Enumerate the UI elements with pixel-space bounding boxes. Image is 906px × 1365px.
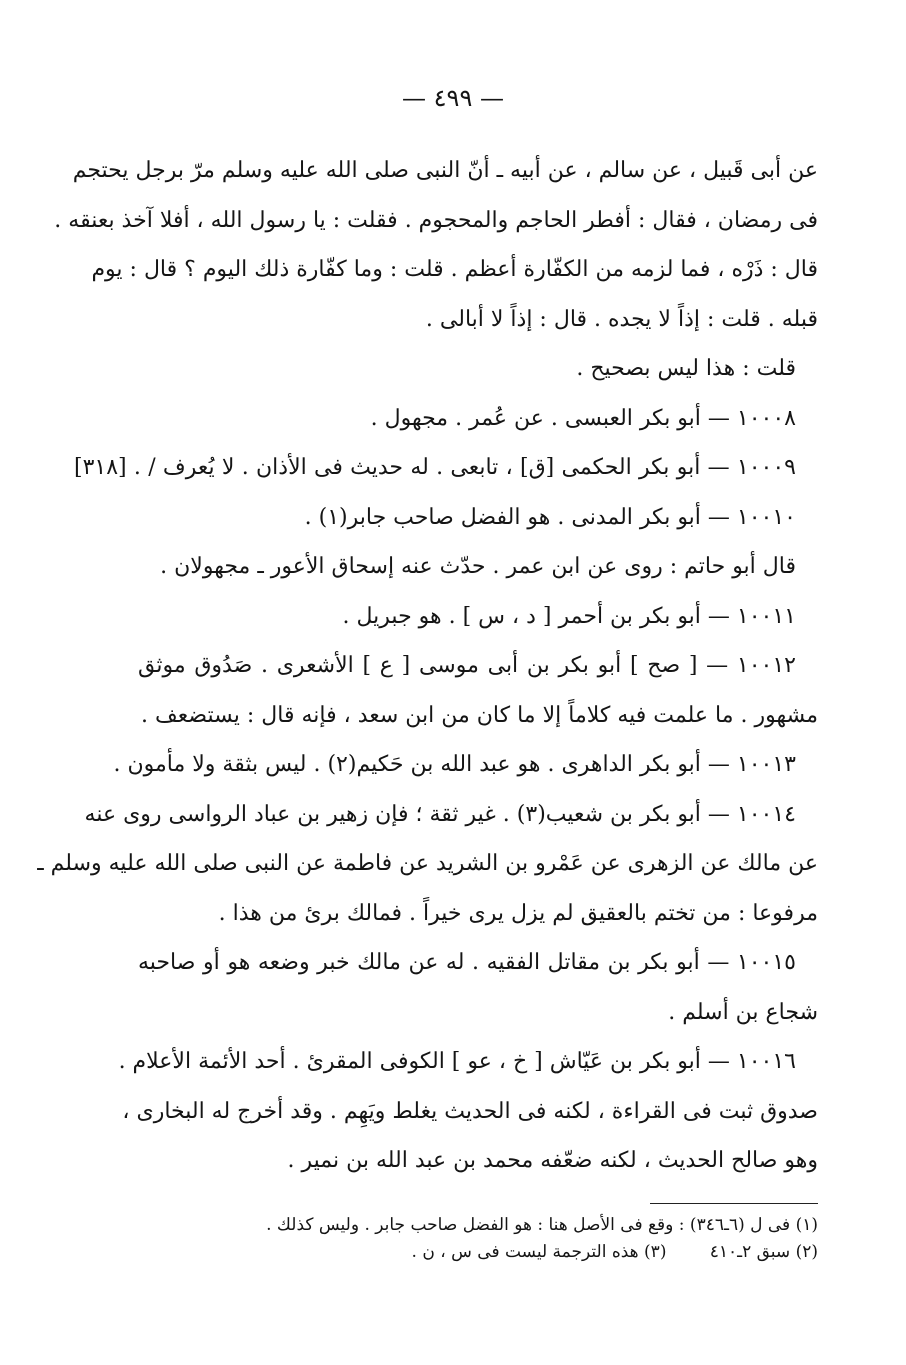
text-line: قلت : هذا ليس بصحيح . [576, 356, 796, 381]
footnotes [138, 1212, 818, 1266]
entry-10016: ١٠٠١٦ — أبو بكر بن عَيّاش [ خ ، عو ] الكوفى المقرئ . أحد الأئمة الأعلام . [118, 1049, 796, 1074]
entry-10009: ١٠٠٠٩ — أبو بكر الحكمى [ق] ، تابعى . له حديث فى الأذان . لا يُعرف / . [٣١٨] [74, 455, 796, 480]
text-line: قال : ذَرْه ، فما لزمه من الكفّارة أعظم . قلت : وما كفّارة ذلك اليوم ؟ قال : يوم [91, 257, 818, 282]
footnote-divider [650, 1203, 818, 1204]
text-line: مشهور . ما علمت فيه كلاماً إلا ما كان من ابن سعد ، فإنه قال : يستضعف . [141, 702, 818, 728]
text-line: صدوق ثبت فى القراءة ، لكنه فى الحديث يغلط ويَهِم . وقد أخرج له البخارى ، [122, 1098, 818, 1124]
text-line: فى رمضان ، فقال : أفطر الحاجم والمحجوم . فقلت : يا رسول الله ، أفلا آخذ بعنقه . [54, 207, 818, 233]
text-line: قال أبو حاتم : روى عن ابن عمر . حدّث عنه إسحاق الأعور ـ مجهولان . [160, 554, 796, 579]
text-line: عن مالك عن الزهرى عن عَمْرو بن الشريد عن فاطمة عن النبى صلى الله عليه وسلم ـ [37, 851, 818, 876]
text-line: قبله . قلت : إذاً لا يجده . قال : إذاً لا أبالى . [425, 306, 818, 332]
page-number: — ٤٩٩ — [402, 84, 504, 112]
text-line: شجاع بن أسلم . [668, 999, 818, 1025]
text-line: عن أبى قَبيل ، عن سالم ، عن أبيه ـ أنّ النبى صلى الله عليه وسلم مرّ برجل يحتجم [72, 158, 818, 183]
entry-10011: ١٠٠١١ — أبو بكر بن أحمر [ د ، س ] . هو جبريل . [342, 603, 796, 629]
footnote-line: (١) فى ل (٦ـ٣٤٦) : وقع فى الأصل هنا : هو الفضل صاحب جابر . وليس كذلك . [266, 1215, 818, 1235]
text-line: وهو صالح الحديث ، لكنه ضعّفه محمد بن عبد الله بن نمير . [287, 1148, 818, 1173]
page-body [37, 146, 818, 1186]
entry-10012: ١٠٠١٢ — [ صح ] أبو بكر بن أبى موسى [ ع ] الأشعرى . صَدُوق موثق [138, 653, 796, 678]
entry-10015: ١٠٠١٥ — أبو بكر بن مقاتل الفقيه . له عن مالك خبر وضعه هو أو صاحبه [138, 950, 796, 975]
entry-10008: ١٠٠٠٨ — أبو بكر العبسى . عن عُمر . مجهول . [370, 405, 796, 431]
entry-10010: ١٠٠١٠ — أبو بكر المدنى . هو الفضل صاحب جابر(١) . [304, 504, 796, 530]
entry-10013: ١٠٠١٣ — أبو بكر الداهرى . هو عبد الله بن حَكيم(٢) . ليس بثقة ولا مأمون . [113, 752, 796, 777]
entry-10014: ١٠٠١٤ — أبو بكر بن شعيب(٣) . غير ثقة ؛ فإن زهير بن عباد الرواسى روى عنه [84, 801, 796, 827]
text-line: مرفوعا : من تختم بالعقيق لم يزل يرى خيراً . فمالك برئ من هذا . [218, 900, 818, 926]
footnote-line: (٢) سبق ٢ـ٤١٠ (٣) هذه الترجمة ليست فى س ، ن . [411, 1242, 818, 1262]
